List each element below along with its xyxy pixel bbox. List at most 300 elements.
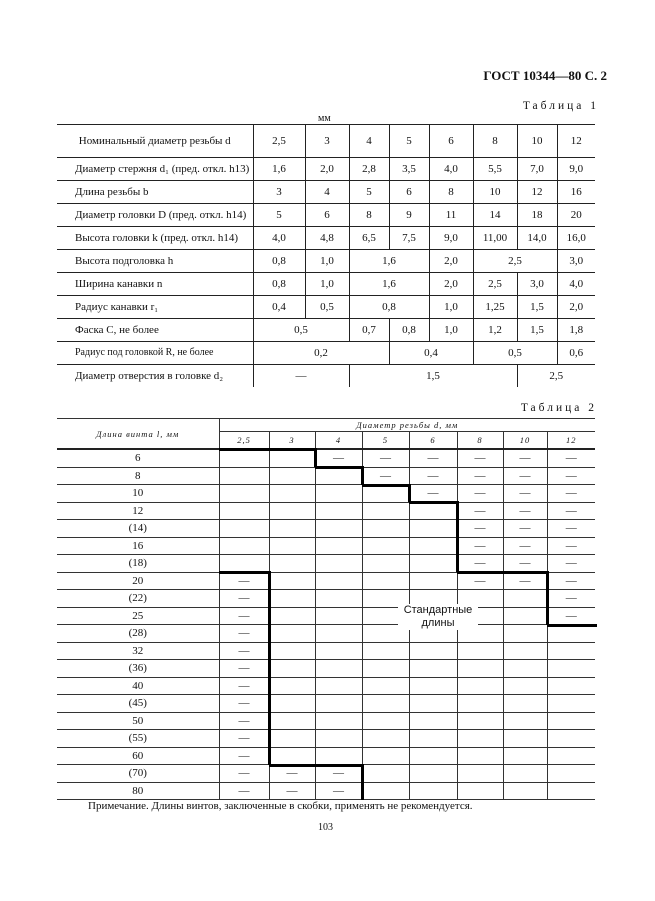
table-cell bbox=[219, 485, 269, 503]
table-cell bbox=[362, 572, 409, 590]
table-cell: 2,5 bbox=[473, 273, 517, 296]
standard-lengths-boundary bbox=[315, 466, 364, 469]
table-cell: 3,5 bbox=[389, 158, 429, 181]
table-row bbox=[57, 485, 595, 503]
length-label: 32 bbox=[57, 642, 219, 660]
standard-lengths-boundary bbox=[547, 624, 597, 627]
table-cell: — bbox=[362, 449, 409, 467]
table-cell: 0,8 bbox=[253, 250, 305, 273]
table-row bbox=[57, 677, 595, 695]
table-cell bbox=[315, 625, 362, 643]
length-label: (14) bbox=[57, 520, 219, 538]
table-cell: — bbox=[547, 467, 595, 485]
table-cell bbox=[219, 502, 269, 520]
table-cell bbox=[269, 485, 315, 503]
table-cell: 2,0 bbox=[429, 250, 473, 273]
table-cell bbox=[219, 449, 269, 467]
table-cell bbox=[219, 555, 269, 573]
length-label: (18) bbox=[57, 555, 219, 573]
table-cell: 1,2 bbox=[473, 319, 517, 342]
table-cell bbox=[362, 712, 409, 730]
table-cell: 9,0 bbox=[557, 158, 595, 181]
table-cell bbox=[409, 712, 457, 730]
table-cell: 14,0 bbox=[517, 227, 557, 250]
table-cell bbox=[315, 590, 362, 608]
table-cell: — bbox=[409, 449, 457, 467]
table-cell bbox=[269, 747, 315, 765]
table-cell bbox=[503, 695, 547, 713]
table-cell bbox=[409, 555, 457, 573]
table-cell: 0,8 bbox=[389, 319, 429, 342]
table-cell: — bbox=[457, 572, 503, 590]
table-cell bbox=[269, 590, 315, 608]
table-cell: 11,00 bbox=[473, 227, 517, 250]
table-cell: — bbox=[219, 695, 269, 713]
table-cell bbox=[503, 607, 547, 625]
diameter-header: 5 bbox=[362, 432, 409, 450]
table2-caption: Таблица 2 bbox=[520, 402, 597, 414]
table-cell bbox=[457, 677, 503, 695]
table-cell: 7,0 bbox=[517, 158, 557, 181]
table-cell: 12 bbox=[517, 181, 557, 204]
table1-header-row bbox=[57, 125, 595, 158]
table-cell bbox=[409, 782, 457, 800]
table-row bbox=[57, 782, 595, 800]
standard-lengths-boundary bbox=[546, 572, 549, 625]
table-cell: — bbox=[219, 590, 269, 608]
standard-lengths-boundary bbox=[269, 764, 364, 767]
table-row bbox=[57, 227, 595, 250]
table-cell bbox=[503, 660, 547, 678]
table-row bbox=[57, 502, 595, 520]
document-reference: ГОСТ 10344—80 С. 2 bbox=[483, 68, 607, 83]
diameter-header: 4 bbox=[315, 432, 362, 450]
length-label: (22) bbox=[57, 590, 219, 608]
diameter-header: 8 bbox=[457, 432, 503, 450]
table-cell: 16 bbox=[557, 181, 595, 204]
table-cell bbox=[503, 590, 547, 608]
table-cell bbox=[315, 537, 362, 555]
table-cell: 7,5 bbox=[389, 227, 429, 250]
table-cell: — bbox=[547, 502, 595, 520]
table-cell bbox=[362, 520, 409, 538]
table-cell: — bbox=[409, 467, 457, 485]
table-row bbox=[57, 250, 595, 273]
table-cell bbox=[409, 537, 457, 555]
table-cell: 2,0 bbox=[305, 158, 349, 181]
table-cell bbox=[269, 607, 315, 625]
diameter-header: 3 bbox=[305, 125, 349, 158]
length-label: 60 bbox=[57, 747, 219, 765]
table-cell bbox=[219, 537, 269, 555]
table-cell bbox=[362, 485, 409, 503]
table-cell bbox=[503, 677, 547, 695]
diameter-header: 2,5 bbox=[219, 432, 269, 450]
table-cell: 4,0 bbox=[557, 273, 595, 296]
table-cell bbox=[409, 677, 457, 695]
table-cell: — bbox=[503, 502, 547, 520]
table-row bbox=[57, 537, 595, 555]
table-cell bbox=[219, 520, 269, 538]
table-cell bbox=[362, 747, 409, 765]
table-cell bbox=[315, 695, 362, 713]
table-cell: 4,8 bbox=[305, 227, 349, 250]
table-cell: — bbox=[315, 782, 362, 800]
table-cell bbox=[269, 502, 315, 520]
table-row bbox=[57, 319, 595, 342]
length-label: 10 bbox=[57, 485, 219, 503]
thread-diameter-header: Диаметр резьбы d, мм bbox=[219, 419, 595, 432]
table-cell: 1,6 bbox=[349, 250, 429, 273]
table-cell: 6 bbox=[389, 181, 429, 204]
table-row bbox=[57, 158, 595, 181]
length-label: (36) bbox=[57, 660, 219, 678]
table-cell: — bbox=[503, 449, 547, 467]
table-row bbox=[57, 555, 595, 573]
table-cell: 2,0 bbox=[557, 296, 595, 319]
table-cell bbox=[362, 730, 409, 748]
table-cell: 4,0 bbox=[429, 158, 473, 181]
table-cell: 0,8 bbox=[349, 296, 429, 319]
table-cell: 2,0 bbox=[429, 273, 473, 296]
row-label: Фаска C, не более bbox=[57, 319, 253, 342]
page-number: 103 bbox=[318, 822, 333, 833]
table-cell bbox=[269, 537, 315, 555]
table-cell bbox=[269, 677, 315, 695]
table-cell: — bbox=[547, 520, 595, 538]
table-cell: — bbox=[219, 572, 269, 590]
table-cell: — bbox=[315, 765, 362, 783]
table-cell bbox=[315, 572, 362, 590]
table-cell: — bbox=[503, 520, 547, 538]
table-cell bbox=[409, 520, 457, 538]
table-cell bbox=[269, 625, 315, 643]
table-cell bbox=[315, 730, 362, 748]
table-cell: — bbox=[547, 572, 595, 590]
nominal-diameter-header: Номинальный диаметр резьбы d bbox=[57, 125, 253, 158]
table-cell bbox=[269, 449, 315, 467]
table-row bbox=[57, 660, 595, 678]
table-cell bbox=[457, 660, 503, 678]
standard-lengths-boundary bbox=[361, 765, 364, 800]
table-cell bbox=[219, 467, 269, 485]
row-label: Диаметр головки D (пред. откл. h14) bbox=[57, 204, 253, 227]
table-row bbox=[57, 712, 595, 730]
table-cell bbox=[409, 502, 457, 520]
table-cell: 6 bbox=[305, 204, 349, 227]
table-row bbox=[57, 181, 595, 204]
row-label: Ширина канавки n bbox=[57, 273, 253, 296]
table-cell bbox=[547, 747, 595, 765]
table-cell: — bbox=[457, 502, 503, 520]
dimensions-table bbox=[57, 124, 595, 387]
table-cell bbox=[457, 782, 503, 800]
table-row bbox=[57, 204, 595, 227]
standard-lengths-boundary bbox=[219, 571, 271, 574]
table-cell: 0,4 bbox=[253, 296, 305, 319]
table-cell: 18 bbox=[517, 204, 557, 227]
standard-lengths-boundary bbox=[409, 501, 459, 504]
table-cell bbox=[547, 782, 595, 800]
row-label: Диаметр отверстия в головке d₂ bbox=[57, 365, 253, 388]
table-cell bbox=[547, 677, 595, 695]
table-cell bbox=[547, 642, 595, 660]
table-cell bbox=[457, 747, 503, 765]
standard-lengths-boundary bbox=[314, 449, 317, 467]
table-cell: — bbox=[269, 765, 315, 783]
table-cell: 14 bbox=[473, 204, 517, 227]
length-label: 8 bbox=[57, 467, 219, 485]
table-cell: 1,25 bbox=[473, 296, 517, 319]
table-cell bbox=[269, 695, 315, 713]
table-cell bbox=[547, 625, 595, 643]
table-cell bbox=[457, 712, 503, 730]
table-cell: 0,5 bbox=[473, 342, 557, 365]
table-cell bbox=[315, 712, 362, 730]
table-cell: 1,5 bbox=[349, 365, 517, 388]
table-cell: 5 bbox=[349, 181, 389, 204]
table-cell bbox=[503, 625, 547, 643]
table-row bbox=[57, 365, 595, 388]
diameter-header: 12 bbox=[557, 125, 595, 158]
table-cell bbox=[315, 660, 362, 678]
table-cell: 0,7 bbox=[349, 319, 389, 342]
table-cell: — bbox=[219, 765, 269, 783]
table-cell bbox=[315, 677, 362, 695]
diameter-header: 8 bbox=[473, 125, 517, 158]
screw-length-header: Длина винта l, мм bbox=[57, 419, 219, 450]
standard-lengths-boundary bbox=[219, 448, 317, 451]
table-cell bbox=[269, 555, 315, 573]
table-cell: — bbox=[219, 642, 269, 660]
table-cell: 2,5 bbox=[473, 250, 557, 273]
table-row bbox=[57, 730, 595, 748]
table-cell bbox=[409, 642, 457, 660]
table-cell: 1,5 bbox=[517, 319, 557, 342]
table-cell: 4,0 bbox=[253, 227, 305, 250]
length-label: (45) bbox=[57, 695, 219, 713]
row-label: Высота головки k (пред. откл. h14) bbox=[57, 227, 253, 250]
table-row bbox=[57, 765, 595, 783]
table-cell: — bbox=[457, 537, 503, 555]
table-cell bbox=[409, 572, 457, 590]
table-row bbox=[57, 607, 595, 625]
table-row bbox=[57, 449, 595, 467]
table-cell bbox=[409, 765, 457, 783]
table-cell bbox=[457, 642, 503, 660]
table-cell: — bbox=[457, 555, 503, 573]
table-cell bbox=[547, 712, 595, 730]
table-row bbox=[57, 695, 595, 713]
standard-lengths-boundary bbox=[456, 502, 459, 572]
table-cell: 10 bbox=[473, 181, 517, 204]
table-cell bbox=[315, 747, 362, 765]
table-cell: 16,0 bbox=[557, 227, 595, 250]
table-cell: 3,0 bbox=[517, 273, 557, 296]
table-cell bbox=[409, 730, 457, 748]
table-cell: 0,5 bbox=[253, 319, 349, 342]
length-label: 6 bbox=[57, 449, 219, 467]
table-cell bbox=[362, 555, 409, 573]
table-cell bbox=[315, 555, 362, 573]
table-cell: 4 bbox=[305, 181, 349, 204]
table-cell: — bbox=[503, 572, 547, 590]
length-label: 25 bbox=[57, 607, 219, 625]
table-cell bbox=[457, 730, 503, 748]
screw-length-table bbox=[57, 418, 595, 800]
standard-lengths-boundary bbox=[361, 467, 364, 485]
table-cell: 3,0 bbox=[557, 250, 595, 273]
table-cell bbox=[269, 712, 315, 730]
table-cell: 0,8 bbox=[253, 273, 305, 296]
table-cell bbox=[503, 712, 547, 730]
table-cell: — bbox=[219, 747, 269, 765]
table-cell: 1,0 bbox=[429, 319, 473, 342]
table-cell bbox=[362, 782, 409, 800]
table-row bbox=[57, 590, 595, 608]
standard-lengths-label: Стандартные длины bbox=[398, 604, 478, 630]
standard-lengths-boundary bbox=[268, 572, 271, 765]
table-cell: — bbox=[503, 537, 547, 555]
table-cell bbox=[457, 695, 503, 713]
table-cell bbox=[503, 642, 547, 660]
table-cell: 11 bbox=[429, 204, 473, 227]
table-cell bbox=[315, 485, 362, 503]
table-cell: — bbox=[547, 607, 595, 625]
table-cell: 1,0 bbox=[305, 273, 349, 296]
table-cell: — bbox=[219, 730, 269, 748]
table-cell: — bbox=[409, 485, 457, 503]
table-cell: — bbox=[547, 449, 595, 467]
table-cell: — bbox=[219, 607, 269, 625]
length-label: 16 bbox=[57, 537, 219, 555]
table-row bbox=[57, 747, 595, 765]
table-cell bbox=[362, 660, 409, 678]
table-cell bbox=[315, 607, 362, 625]
table-cell: 9,0 bbox=[429, 227, 473, 250]
table-cell: — bbox=[503, 485, 547, 503]
table-row bbox=[57, 572, 595, 590]
diameter-header: 4 bbox=[349, 125, 389, 158]
table-cell: — bbox=[547, 590, 595, 608]
table-cell bbox=[547, 765, 595, 783]
table-cell bbox=[269, 467, 315, 485]
table-cell bbox=[315, 502, 362, 520]
diameter-header: 6 bbox=[409, 432, 457, 450]
row-label: Длина резьбы b bbox=[57, 181, 253, 204]
length-label: 12 bbox=[57, 502, 219, 520]
diameter-header: 10 bbox=[517, 125, 557, 158]
table-cell: — bbox=[219, 782, 269, 800]
row-label: Диаметр стержня d₁ (пред. откл. h13) bbox=[57, 158, 253, 181]
table-cell: — bbox=[547, 485, 595, 503]
table-note: Примечание. Длины винтов, заключенные в скобки, применять не рекомендуется. bbox=[88, 800, 473, 812]
table-cell: 0,6 bbox=[557, 342, 595, 365]
table-cell: — bbox=[547, 555, 595, 573]
table-cell bbox=[503, 747, 547, 765]
table-cell: — bbox=[362, 467, 409, 485]
table-cell: 5,5 bbox=[473, 158, 517, 181]
table-row bbox=[57, 273, 595, 296]
table-row bbox=[57, 642, 595, 660]
table-cell: 1,0 bbox=[429, 296, 473, 319]
length-label: 40 bbox=[57, 677, 219, 695]
table-cell bbox=[547, 660, 595, 678]
table-cell bbox=[269, 642, 315, 660]
table-cell: — bbox=[457, 485, 503, 503]
length-label: (70) bbox=[57, 765, 219, 783]
table-cell bbox=[503, 765, 547, 783]
diameter-header: 12 bbox=[547, 432, 595, 450]
table-cell: — bbox=[219, 712, 269, 730]
table-cell: 1,0 bbox=[305, 250, 349, 273]
table-cell bbox=[315, 642, 362, 660]
table-cell bbox=[362, 502, 409, 520]
table-cell: — bbox=[219, 660, 269, 678]
table-cell: — bbox=[457, 449, 503, 467]
table-row bbox=[57, 467, 595, 485]
table-cell bbox=[362, 765, 409, 783]
diameter-header: 2,5 bbox=[253, 125, 305, 158]
table-cell: — bbox=[315, 449, 362, 467]
diameter-header: 5 bbox=[389, 125, 429, 158]
table-cell bbox=[362, 695, 409, 713]
table-row bbox=[57, 520, 595, 538]
table-cell bbox=[269, 520, 315, 538]
row-label: Радиус канавки r₁ bbox=[57, 296, 253, 319]
table-cell: 0,5 bbox=[305, 296, 349, 319]
length-label: 20 bbox=[57, 572, 219, 590]
table-cell: — bbox=[503, 555, 547, 573]
table-cell: 0,2 bbox=[253, 342, 389, 365]
table-cell bbox=[409, 747, 457, 765]
row-label: Радиус под головкой R, не более bbox=[57, 342, 253, 365]
table-cell bbox=[547, 695, 595, 713]
table-cell bbox=[457, 765, 503, 783]
table-cell: 5 bbox=[253, 204, 305, 227]
row-label: Высота подголовка h bbox=[57, 250, 253, 273]
table-cell: 8 bbox=[349, 204, 389, 227]
table-cell: 6,5 bbox=[349, 227, 389, 250]
table-row bbox=[57, 342, 595, 365]
table-cell bbox=[269, 572, 315, 590]
standard-lengths-boundary bbox=[408, 485, 411, 503]
length-label: 80 bbox=[57, 782, 219, 800]
table-cell bbox=[315, 467, 362, 485]
table-cell: 1,5 bbox=[517, 296, 557, 319]
table-cell: — bbox=[457, 520, 503, 538]
table-cell bbox=[362, 537, 409, 555]
table1-caption: Таблица 1 bbox=[522, 100, 599, 112]
standard-lengths-boundary bbox=[362, 484, 411, 487]
table1-unit: мм bbox=[318, 113, 331, 124]
table-cell: — bbox=[503, 467, 547, 485]
table-cell bbox=[503, 782, 547, 800]
table-cell bbox=[503, 730, 547, 748]
table-cell bbox=[409, 660, 457, 678]
table-cell bbox=[315, 520, 362, 538]
table-cell bbox=[269, 730, 315, 748]
table-cell: — bbox=[219, 625, 269, 643]
table2-header-row bbox=[57, 419, 595, 432]
table-cell: — bbox=[269, 782, 315, 800]
length-label: 50 bbox=[57, 712, 219, 730]
table-cell: 1,6 bbox=[253, 158, 305, 181]
length-label: (28) bbox=[57, 625, 219, 643]
table-cell: 20 bbox=[557, 204, 595, 227]
table-row bbox=[57, 625, 595, 643]
table-cell: — bbox=[457, 467, 503, 485]
